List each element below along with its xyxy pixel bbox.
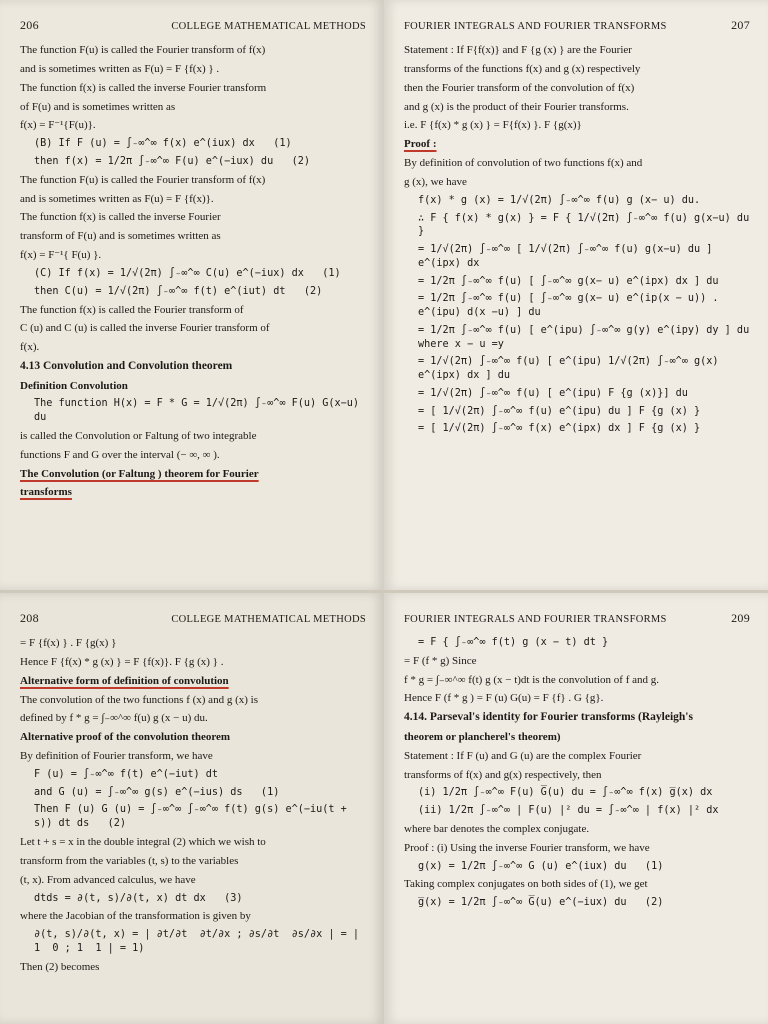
text-line: where bar denotes the complex conjugate. [404, 822, 590, 835]
text-line: Hence F {f(x) * g (x) } = F {f(x)}. F {g (x) } . [20, 655, 224, 668]
equation-line: and G (u) = ∫₋∞^∞ g(s) e^(−ius) ds (1) [34, 786, 280, 798]
text-line: The function f(x) is called the inverse Fourier transform [20, 81, 267, 94]
text-line: Statement : If F (u) and G (u) are the complex Fourier [404, 749, 642, 762]
text-line: transform of F(u) and is sometimes written as [20, 230, 221, 243]
running-head: COLLEGE MATHEMATICAL METHODS [171, 21, 366, 32]
running-head: COLLEGE MATHEMATICAL METHODS [171, 614, 366, 625]
page-header [404, 18, 750, 33]
section-heading: 4.14. Parseval's identity for Fourier transforms (Rayleigh's [404, 711, 693, 724]
text-line: f * g = ∫₋∞^∞ f(t) g (x − t)dt is the convolution of f and g. [404, 673, 660, 686]
text-line: C (u) and C (u) is called the inverse Fourier transform of [20, 322, 270, 335]
text-line: Taking complex conjugates on both sides of (1), we get [404, 878, 648, 891]
text-line: theorem or plancherel's theorem) [404, 730, 561, 743]
text-line: The function F(u) is called the Fourier transform of f(x) [20, 173, 266, 186]
text-line: By definition of Fourier transform, we have [20, 750, 213, 763]
page-208 [0, 590, 384, 1024]
text-line: i.e. F {f(x) * g (x) } = F{f(x) }. F {g(x)} [404, 119, 582, 132]
equation-line: g(x) = 1/2π ∫₋∞^∞ G (u) e^(iux) du (1) [418, 860, 664, 872]
running-head: FOURIER INTEGRALS AND FOURIER TRANSFORMS [404, 614, 667, 625]
running-head: FOURIER INTEGRALS AND FOURIER TRANSFORMS [404, 21, 667, 32]
page-209 [384, 590, 768, 1024]
equation-line: (i) 1/2π ∫₋∞^∞ F(u) G̅(u) du = ∫₋∞^∞ f(x) g̅(x) dx [418, 787, 713, 799]
equation-line: (C) If f(x) = 1/√(2π) ∫₋∞^∞ C(u) e^(−iux) dx (1) [34, 267, 341, 279]
text-line: transforms of the functions f(x) and g (x) respectively [404, 62, 641, 75]
equation-line: ∂(t, s)/∂(t, x) = | ∂t/∂t ∂t/∂x ; ∂s/∂t ∂s/∂x | = | 1 0 ; 1 1 | = 1) [34, 929, 366, 954]
equation-line: = F { ∫₋∞^∞ f(t) g (x − t) dt } [418, 637, 609, 648]
text-line: and is sometimes written as F(u) = F {f(x)}. [20, 192, 214, 205]
equation-line: f(x) * g (x) = 1/√(2π) ∫₋∞^∞ f(u) g (x− u) du. [418, 194, 701, 206]
page-header [404, 611, 750, 626]
text-line: f(x) = F⁻¹{ F(u) }. [20, 249, 102, 262]
equation-line: (B) If F (u) = ∫₋∞^∞ f(x) e^(iux) dx (1) [34, 138, 292, 150]
text-line: Then (2) becomes [20, 960, 100, 973]
text-line: Alternative proof of the convolution theorem [20, 731, 231, 744]
page-number: 209 [731, 611, 750, 625]
page-number: 208 [20, 611, 39, 625]
text-line: = F {f(x) } . F {g(x) } [20, 637, 117, 649]
text-line: functions F and G over the interval (− ∞, ∞ ). [20, 448, 220, 461]
text-line: By definition of convolution of two functions f(x) and [404, 157, 643, 170]
section-heading: 4.13 Convolution and Convolution theorem [20, 360, 233, 373]
equation-line: (ii) 1/2π ∫₋∞^∞ | F(u) |² du = ∫₋∞^∞ | f(x) |² dx [418, 805, 719, 817]
text-line: Let t + s = x in the double integral (2) which we wish to [20, 835, 266, 848]
text-line: is called the Convolution or Faltung of two integrable [20, 429, 257, 442]
equation-line: = 1/√(2π) ∫₋∞^∞ [ 1/√(2π) ∫₋∞^∞ f(u) g(x−u) du ] e^(ipx) dx [418, 244, 719, 269]
text-line: and is sometimes written as F(u) = F {f(x) } . [20, 62, 220, 75]
text-line: of F(u) and is sometimes written as [20, 100, 176, 113]
text-line: = F (f * g) Since [404, 654, 477, 667]
text-line: Hence F (f * g ) = F (u) G(u) = F {f} . G {g}. [404, 692, 604, 705]
text-line: transforms of f(x) and g(x) respectively, then [404, 768, 602, 781]
page-number: 206 [20, 18, 39, 32]
equation-line: = 1/2π ∫₋∞^∞ f(u) [ ∫₋∞^∞ g(x− u) e^(ipx) dx ] du [418, 275, 719, 287]
text-line: where the Jacobian of the transformation is given by [20, 910, 251, 923]
text-line: transform from the variables (t, s) to the variables [20, 854, 239, 867]
page-number: 207 [731, 18, 750, 32]
text-line: defined by f * g = ∫₋∞^∞ f(u) g (x − u) du. [20, 712, 208, 725]
page-206 [0, 0, 384, 590]
equation-line: then C(u) = 1/√(2π) ∫₋∞^∞ f(t) e^(iut) dt (2) [34, 285, 323, 297]
equation-line: = 1/√(2π) ∫₋∞^∞ f(u) [ e^(ipu) 1/√(2π) ∫₋∞^∞ g(x) e^(ipx) dx ] du [418, 356, 725, 382]
equation-line: g̅(x) = 1/2π ∫₋∞^∞ G̅(u) e^(−iux) du (2) [418, 897, 664, 909]
equation-line: The function H(x) = F * G = 1/√(2π) ∫₋∞^∞ F(u) G(x−u) du [34, 398, 366, 424]
text-line: Statement : If F{f(x)} and F {g (x) } are the Fourier [404, 44, 632, 56]
equation-line: = 1/2π ∫₋∞^∞ f(u) [ e^(ipu) ∫₋∞^∞ g(y) e^(ipy) dy ] du where x − u =y [418, 324, 756, 350]
equation-line: ∴ F { f(x) * g(x) } = F { 1/√(2π) ∫₋∞^∞ f(u) g(x−u) du } [418, 212, 756, 238]
equation-line: F (u) = ∫₋∞^∞ f(t) e^(−iut) dt [34, 768, 219, 780]
text-line: g (x), we have [404, 175, 467, 188]
text-line: Proof : (i) Using the inverse Fourier transform, we have [404, 841, 650, 854]
equation-line: = [ 1/√(2π) ∫₋∞^∞ f(x) e^(ipx) dx ] F {g (x) } [418, 423, 701, 435]
text-line: Alternative form of definition of convolution [20, 674, 229, 687]
text-line: Definition Convolution [20, 379, 128, 392]
text-line: The convolution of the two functions f (x) and g (x) is [20, 693, 258, 706]
text-line: The function f(x) is called the Fourier transform of [20, 303, 244, 316]
text-line: f(x) = F⁻¹{F(u)}. [20, 119, 96, 132]
text-line: The Convolution (or Faltung ) theorem for Fourier [20, 467, 259, 480]
equation-line: dtds = ∂(t, s)/∂(t, x) dt dx (3) [34, 892, 243, 904]
page-header [20, 611, 366, 626]
text-line: The function F(u) is called the Fourier transform of f(x) [20, 44, 266, 56]
text-line: then the Fourier transform of the convolution of f(x) [404, 81, 635, 94]
equation-line: = [ 1/√(2π) ∫₋∞^∞ f(u) e^(ipu) du ] F {g (x) } [418, 405, 701, 417]
text-line: The function f(x) is called the inverse Fourier [20, 211, 221, 224]
page-207 [384, 0, 768, 590]
equation-line: = 1/√(2π) ∫₋∞^∞ f(u) [ e^(ipu) F {g (x)}] du [418, 387, 688, 399]
text-line: Proof : [404, 138, 437, 151]
text-line: transforms [20, 486, 72, 499]
text-line: and g (x) is the product of their Fourier transforms. [404, 100, 629, 113]
text-line: (t, x). From advanced calculus, we have [20, 873, 196, 886]
text-line: f(x). [20, 341, 40, 354]
equation-line: then f(x) = 1/2π ∫₋∞^∞ F(u) e^(−iux) du (2) [34, 155, 311, 167]
page-header [20, 18, 366, 33]
equation-line: Then F (u) G (u) = ∫₋∞^∞ ∫₋∞^∞ f(t) g(s) e^(−iu(t + s)) dt ds (2) [34, 804, 353, 830]
equation-line: = 1/2π ∫₋∞^∞ f(u) [ ∫₋∞^∞ g(x− u) e^(ip(x − u)) . e^(ipu) d(x −u) ] du [418, 293, 725, 319]
